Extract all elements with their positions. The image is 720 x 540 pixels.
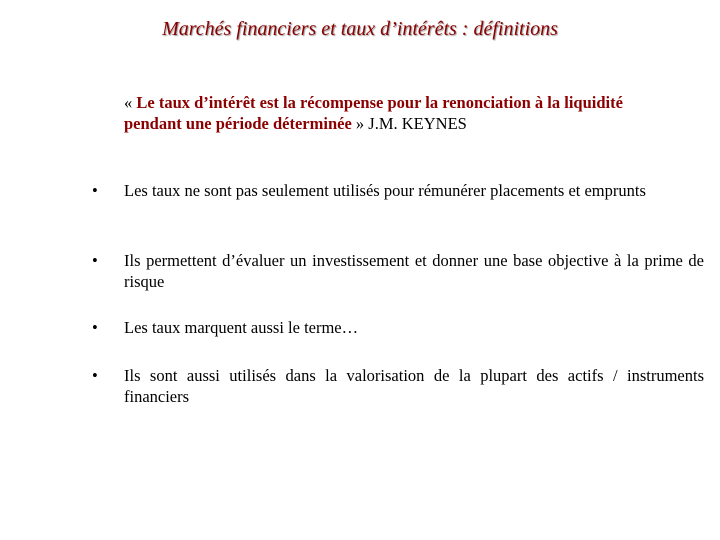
- bullet-text: Les taux ne sont pas seulement utilisés pour rémunérer placements et emprunts: [124, 181, 646, 200]
- bullet-marker: •: [92, 251, 98, 270]
- bullet-marker: •: [92, 366, 98, 385]
- bullet-item: [92, 365, 704, 407]
- quote-close-mark: »: [355, 114, 365, 133]
- slide-title: Marchés financiers et taux d’intérêts : définitions: [162, 18, 558, 40]
- bullet-item: [92, 180, 704, 201]
- quote-text: Le taux d’intérêt est la récompense pour la renonciation à la liquidité pendant une période déterminée: [124, 93, 623, 133]
- keynes-quote: [124, 92, 664, 134]
- bullet-item: [92, 317, 704, 338]
- bullet-text: Ils sont aussi utilisés dans la valorisation de la plupart des actifs / instruments financiers: [124, 366, 704, 406]
- bullet-text: Ils permettent d’évaluer un investissement et donner une base objective à la prime de risque: [124, 251, 704, 291]
- bullet-marker: •: [92, 181, 98, 200]
- bullet-text: Les taux marquent aussi le terme…: [124, 318, 359, 337]
- bullet-item: [92, 250, 704, 292]
- quote-author: J.M. KEYNES: [368, 114, 467, 133]
- quote-open-mark: «: [124, 93, 133, 112]
- bullet-marker: •: [92, 318, 98, 337]
